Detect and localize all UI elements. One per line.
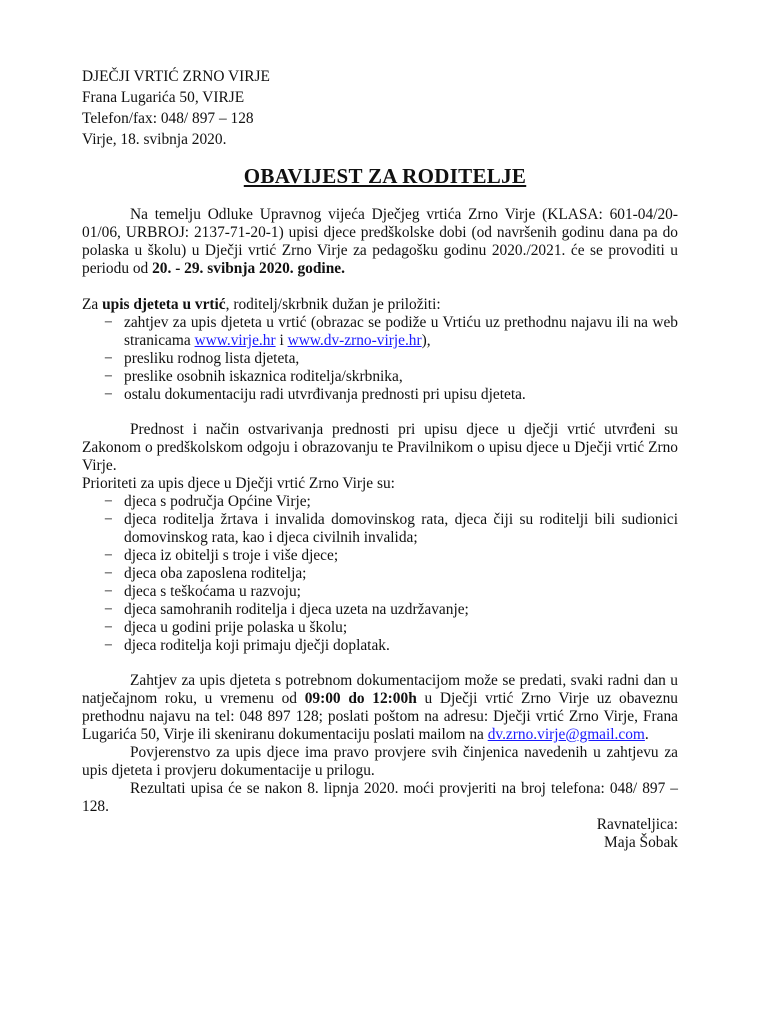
priority-list (82, 493, 678, 655)
signature-name: Maja Šobak (604, 834, 678, 851)
docs-lead-bold: upis djeteta u vrtić (102, 296, 226, 313)
list-item: − preslike osobnih iskaznica roditelja/skrbnika, (82, 368, 678, 386)
required-docs-list (82, 314, 678, 404)
org-phone: Telefon/fax: 048/ 897 – 128 (82, 110, 254, 127)
document-title: OBAVIJEST ZA RODITELJE (243, 164, 527, 188)
document-body (82, 206, 678, 852)
intro-text: Na temelju Odluke Upravnog vijeća Dječjeg vrtića Zrno Virje (KLASA: 601-04/20-01/06, URBROJ: 2137-71-20-1) upisi djece predškolske dobi (od navršenih godinu dana pa do polaska u školu) u Dječji vrtić Zrno Virje za pedagošku godinu 2020./2021. će se provoditi u periodu od (82, 206, 678, 277)
list-item: − djeca roditelja žrtava i invalida domovinskog rata, djeca čiji su roditelji bili sudionici domovinskog rata, kao i djeca civilnih invalida; (82, 511, 678, 547)
submission-text-end: . (644, 726, 649, 743)
org-address: Frana Lugarića 50, VIRJE (82, 89, 245, 106)
docs-lead-suffix: , roditelj/skrbnik dužan je priložiti: (225, 296, 441, 313)
list-item (82, 314, 678, 350)
office-hours: 09:00 do 12:00h (304, 690, 417, 707)
link-virje[interactable]: www.virje.hr (194, 332, 276, 349)
docs-lead-prefix: Za (82, 296, 103, 313)
list-item: − djeca roditelja koji primaju dječji doplatak. (82, 637, 678, 655)
list-item: − djeca s područja Općine Virje; (82, 493, 678, 511)
signature-role: Ravnateljica: (596, 816, 678, 833)
doc-item-text: zahtjev za upis djeteta u vrtić (obrazac se podiže u Vrtiću uz prethodnu najavu ili na web stranicama (124, 314, 678, 349)
list-item: − djeca oba zaposlena roditelja; (82, 565, 678, 583)
results-paragraph: Rezultati upisa će se nakon 8. lipnja 2020. moći provjeriti na broj telefona: 048/ 897 – 128. (82, 780, 678, 815)
submission-paragraph (82, 672, 678, 744)
list-item: − djeca samohranih roditelja i djeca uzeta na uzdržavanje; (82, 601, 678, 619)
link-dv-zrno-virje[interactable]: www.dv-zrno-virje.hr (287, 332, 422, 349)
priority-intro: Prednost i način ostvarivanja prednosti pri upisu djece u dječji vrtić utvrđeni su Zakonom o predškolskom odgoju i obrazovanju te Pravilnikom o upisu djece u Dječji vrtić Zrno Virje. (82, 421, 678, 474)
email-link[interactable]: dv.zrno.virje@gmail.com (487, 726, 645, 743)
signature-block (82, 816, 678, 852)
letterhead (82, 66, 270, 150)
list-item: − djeca iz obitelji s troje i više djece; (82, 547, 678, 565)
enrollment-period: 20. - 29. svibnja 2020. godine. (152, 260, 345, 277)
required-docs-lead (82, 296, 678, 314)
intro-paragraph (82, 206, 678, 278)
submission-text: Zahtjev za upis djeteta s potrebnom dokumentacijom može se predati, svaki radni dan u natječajnom roku, u vremenu od (82, 672, 678, 707)
document-date: Virje, 18. svibnja 2020. (82, 131, 227, 148)
doc-item-end: ), (421, 332, 431, 349)
list-item: − presliku rodnog lista djeteta, (82, 350, 678, 368)
list-item: − djeca s teškoćama u razvoju; (82, 583, 678, 601)
list-item: − djeca u godini prije polaska u školu; (82, 619, 678, 637)
submission-text-continued: u Dječji vrtić Zrno Virje uz obaveznu prethodnu najavu na tel: 048 897 128; poslati poštom na adresu: Dječji vrtić Zrno Virje, Frana Lugarića 50, Virje ili skeniranu dokumentaciju poslati mailom na (82, 690, 678, 743)
priority-heading: Prioriteti za upis djece u Dječji vrtić Zrno Virje su: (82, 475, 395, 492)
org-name: DJEČJI VRTIĆ ZRNO VIRJE (82, 68, 270, 85)
list-item: − ostalu dokumentaciju radi utvrđivanja prednosti pri upisu djeteta. (82, 386, 678, 404)
doc-item-connector: i (275, 332, 288, 349)
confidentiality-paragraph: Povjerenstvo za upis djece ima pravo provjere svih činjenica navedenih u zahtjevu za upis djeteta i provjeru dokumentacije u prilogu. (82, 744, 678, 779)
